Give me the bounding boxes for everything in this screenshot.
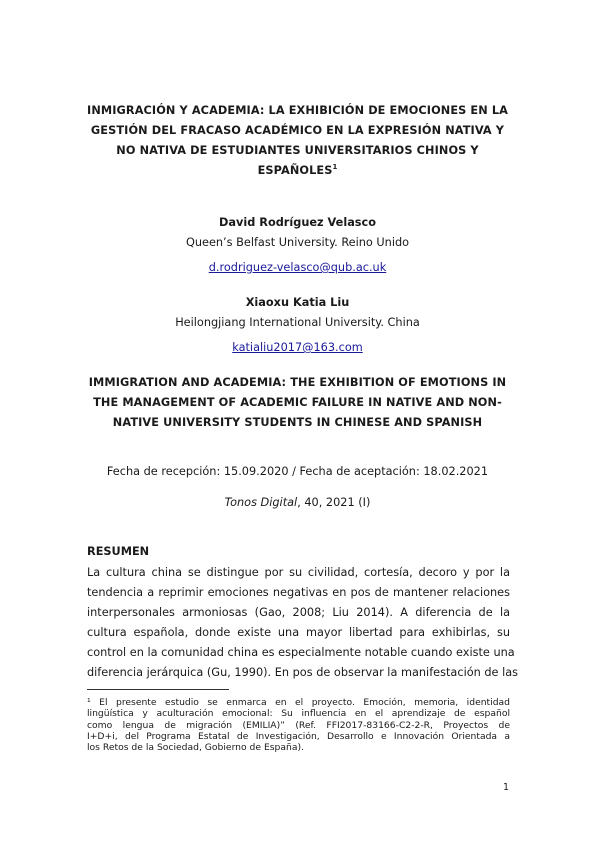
english-title: [60, 373, 535, 433]
author-name-2: Xiaoxu Katia Liu: [245, 296, 350, 309]
abstract-line: interpersonales armoniosas (Gao, 2008; Liu 2014). A diferencia de la: [87, 606, 510, 619]
author-email-1[interactable]: d.rodriguez-velasco@qub.ac.uk: [208, 261, 387, 274]
journal-name: Tonos Digital: [224, 496, 298, 509]
footnote-line: lingüística y aculturación emocional: Su influencia en el aprendizaje de español: [87, 708, 510, 720]
spanish-title: [60, 101, 535, 181]
author-email-link-2[interactable]: [60, 336, 535, 355]
footnote-line: los Retos de la Sociedad, Gobierno de España).: [87, 742, 304, 754]
footnote-line: como lengua de migración (EMILIA)” (Ref. FFI2017-83166-C2-2-R, Proyectos de: [87, 719, 510, 731]
spanish-title-line: GESTIÓN DEL FRACASO ACADÉMICO EN LA EXPRESIÓN NATIVA Y: [90, 124, 505, 137]
author-email-link-1[interactable]: [60, 256, 535, 275]
footnote-line: ¹ El presente estudio se enmarca en el proyecto. Emoción, memoria, identidad: [87, 697, 510, 708]
abstract-body: [87, 563, 519, 683]
author-name-1: David Rodríguez Velasco: [218, 216, 376, 229]
footnote-marker[interactable]: 1: [332, 163, 338, 172]
english-title-line: IMMIGRATION AND ACADEMIA: THE EXHIBITION OF EMOTIONS IN: [88, 376, 507, 389]
abstract-line: diferencia jerárquica (Gu, 1990). En pos de observar la manifestación de las: [87, 666, 519, 679]
author-affiliation-2: Heilongjiang International University. China: [175, 316, 420, 329]
abstract-heading: RESUMEN: [87, 545, 150, 558]
author-affiliation-1: Queen’s Belfast University. Reino Unido: [185, 236, 410, 249]
page-number: 1: [503, 782, 510, 793]
journal-citation: [60, 496, 535, 509]
submission-dates: Fecha de recepción: 15.09.2020 / Fecha de aceptación: 18.02.2021: [106, 465, 489, 478]
author-email-2[interactable]: katialiu2017@163.com: [232, 341, 363, 354]
journal-issue: , 40, 2021 (I): [297, 496, 371, 509]
spanish-title-line: ESPAÑOLES$^1$: [257, 163, 338, 177]
abstract-line: tendencia a reprimir emociones negativas en pos de mantener relaciones: [87, 586, 510, 599]
english-title-line: NATIVE UNIVERSITY STUDENTS IN CHINESE AND SPANISH: [112, 416, 483, 429]
spanish-title-line: NO NATIVA DE ESTUDIANTES UNIVERSITARIOS CHINOS Y: [116, 144, 479, 157]
spanish-title-line: INMIGRACIÓN Y ACADEMIA: LA EXHIBICIÓN DE EMOCIONES EN LA: [87, 104, 508, 117]
abstract-line: cultura española, donde existe una mayor libertad para exhibirlas, su: [87, 626, 510, 639]
footnote-separator: [87, 689, 229, 690]
footnote: [87, 697, 510, 753]
english-title-line: THE MANAGEMENT OF ACADEMIC FAILURE IN NATIVE AND NON-: [93, 396, 502, 409]
abstract-line: control en la comunidad china es especialmente notable cuando existe una: [87, 646, 515, 659]
abstract-line: La cultura china se distingue por su civilidad, cortesía, decoro y por la: [87, 566, 510, 579]
footnote-line: I+D+i, del Programa Estatal de Investigación, Desarrollo e Innovación Orientada a: [87, 730, 510, 742]
